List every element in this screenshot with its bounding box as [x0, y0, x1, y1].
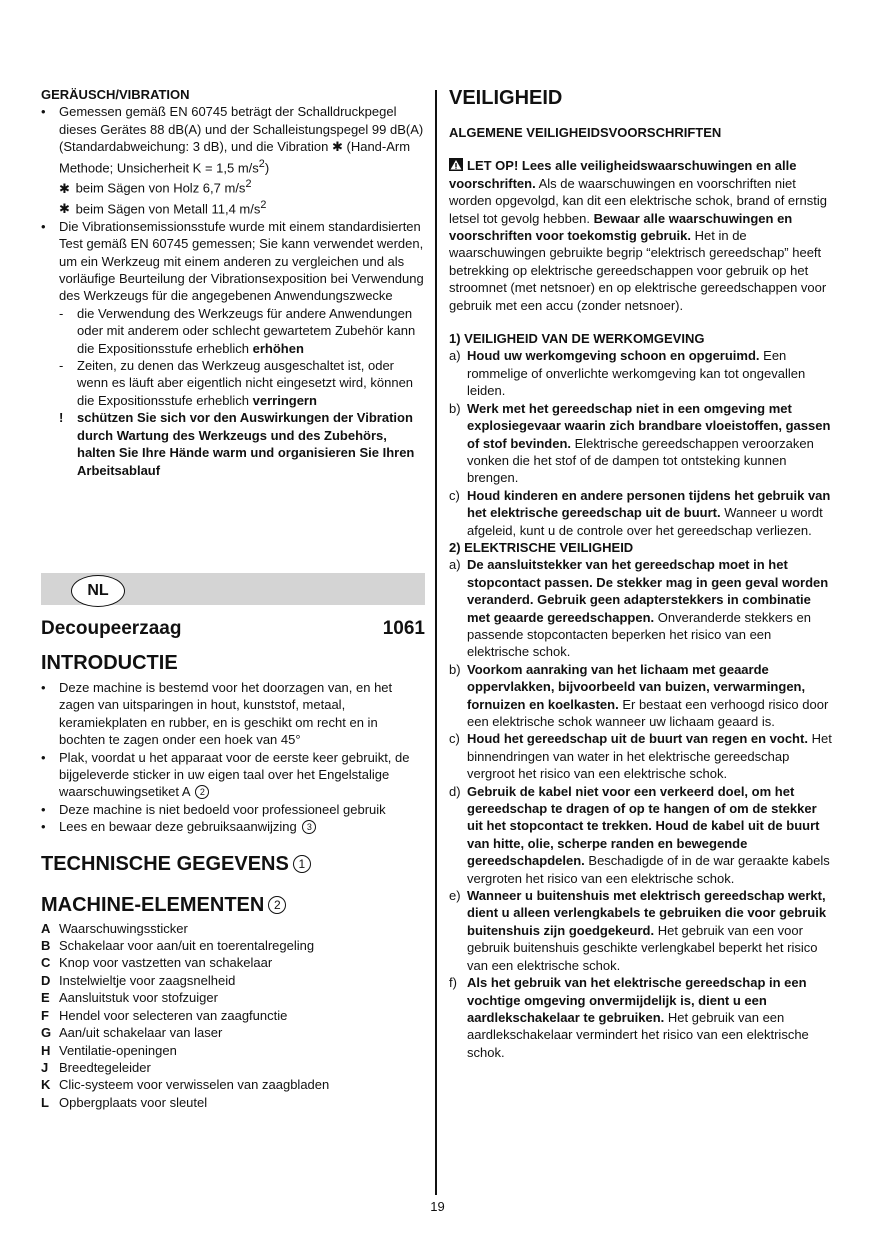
warning-paragraph: LET OP! Lees alle veiligheidswaarschuwingen en alle voorschriften. Als de waarschuwingen en voorschriften niet worden opgevolgd, kan dit een elektrische schok, brand of ernstig letsel tot gevolg hebben. Bewaar alle waarschuwingen en voorschriften voor toekomstig gebruik. Het in de waarschuwingen gebruikte begrip “elektrisch gereedschap” heeft betrekking op elektrische gereedschappen voor gebruik op het stroomnet (met netsnoer) en op elektrische gereedschappen voor gebruik met een accu (zonder netsnoer). [449, 158, 827, 313]
tech-heading: TECHNISCHE GEGEVENS 1 [41, 852, 425, 876]
electrical-safety-list [449, 556, 835, 1061]
page-number: 19 [430, 1199, 445, 1214]
figure-ref: 2 [195, 785, 209, 799]
intro-heading: INTRODUCTIE [41, 652, 178, 674]
list-item: • Deze machine is bestemd voor het doorzagen van, en het zagen van uitsparingen in hout, kunststof, metaal, keramiekplaten en rubber, en is geschikt om recht en in bochten te zagen onder een hoek van 45° [41, 679, 425, 749]
noise-heading: GERÄUSCH/VIBRATION [41, 87, 190, 102]
list-item: F Hendel voor selecteren van zaagfunctie [41, 1007, 288, 1023]
general-safety-heading: ALGEMENE VEILIGHEIDSVOORSCHRIFTEN [449, 125, 722, 140]
electrical-safety-heading: 2) ELEKTRISCHE VEILIGHEID [449, 539, 634, 555]
right-column [449, 86, 835, 1061]
language-badge: NL [71, 575, 125, 607]
list-item: c) Houd het gereedschap uit de buurt van regen en vocht. Het binnendringen van water in het elektrische gereedschap vergroot het risico van een elektrische schok. [449, 731, 832, 782]
list-item: a) Houd uw werkomgeving schoon en opgeruimd. Een rommelige of onverlichte werkomgeving kan tot ongevallen leiden. [449, 348, 806, 399]
noise-list [41, 103, 425, 304]
list-item: • Lees en bewaar deze gebruiksaanwijzing 3 [41, 818, 425, 835]
list-item: C Knop voor vastzetten van schakelaar [41, 955, 273, 971]
safety-heading: VEILIGHEID [449, 87, 563, 109]
list-item: G Aan/uit schakelaar van laser [41, 1025, 223, 1041]
list-item: - Zeiten, zu denen das Werkzeug ausgeschaltet ist, oder wenn es läuft aber eigentlich nicht eingesetzt wird, können die Expositionsstufe erheblich verringern [59, 358, 414, 408]
parts-heading: MACHINE-ELEMENTEN 2 [41, 893, 425, 917]
list-item: - die Verwendung des Werkzeugs für andere Anwendungen oder mit anderem oder schlecht gewartetem Zubehör kann die Expositionsstufe erheblich erhöhen [59, 305, 416, 356]
parts-list [41, 920, 425, 1111]
list-item: b) Voorkom aanraking van het lichaam met geaarde oppervlakken, bijvoorbeeld van buizen, verwarmingen, fornuizen en koelkasten. Er bestaat een verhoogd risico door een elektrische schok wanneer uw lichaam geaard is. [449, 661, 829, 729]
list-item: e) Wanneer u buitenshuis met elektrisch gereedschap werkt, dient u alleen verlengkabels te gebruiken die voor gebruik buitenshuis zijn goedgekeurd. Het gebruik van een voor gebruik buitenshuis geschikte verlengkabel beperkt het risico van een elektrische schok. [449, 888, 827, 973]
list-item: H Ventilatie-openingen [41, 1042, 177, 1058]
star-icon: ✱ [59, 180, 70, 196]
figure-ref: 2 [268, 896, 286, 914]
workplace-safety-heading: 1) VEILIGHEID VAN DE WERKOMGEVING [449, 331, 705, 347]
model-number: 1061 [382, 618, 425, 639]
figure-ref: 3 [302, 820, 316, 834]
list-item: • Gemessen gemäß EN 60745 beträgt der Schalldruckpegel dieses Gerätes 88 dB(A) und der Schalleistungspegel 99 dB(A) (Standardabweichung: 3 dB), und die Vibration ✱ (Hand-Arm Methode; Unsicherheit K = 1,5 $m/s^2$) ✱ beim Sägen von Holz 6,7 $m/s^2$ ✱ beim Sägen von Metall 11,4 $m/s^2$ [41, 103, 425, 217]
list-item: • Die Vibrationsemissionsstufe wurde mit einem standardisierten Test gemäß EN 60745 gemessen; Sie kann verwendet werden, um ein Werkzeug mit einem anderen zu vergleichen und als vorläufige Beurteilung der Vibrationsexposition bei Verwendung des Werkzeugs für die angegebenen Anwendungszwecke [41, 218, 425, 305]
list-item: f) Als het gebruik van het elektrische gereedschap in een vochtige omgeving onvermijdelijk is, dient u een aardlekschakelaar te gebruiken. Het gebruik van een aardlekschakelaar vermindert het risico van een elektrische schok. [449, 975, 809, 1060]
left-lower [41, 651, 425, 1111]
intro-list [41, 679, 425, 836]
left-column [41, 86, 425, 479]
list-item: • Plak, voordat u het apparaat voor de eerste keer gebruikt, de bijgeleverde sticker in uw eigen taal over het Engelstalige waarschuwingsetiket A 2 [41, 749, 425, 801]
language-bar [41, 573, 425, 605]
list-item: L Opbergplaats voor sleutel [41, 1094, 208, 1110]
list-item: J Breedtegeleider [41, 1059, 151, 1075]
figure-ref: 1 [293, 855, 311, 873]
list-item: d) Gebruik de kabel niet voor een verkeerd doel, om het gereedschap te dragen of op te hangen of om de stekker uit het stopcontact te trekken. Houd de kabel uit de buurt van hitte, olie, scherpe randen en bewegende gereedschapdelen. Beschadigde of in de war geraakte kabels vergroten het risico van een elektrische schok. [449, 783, 830, 886]
workplace-safety-list [449, 347, 835, 538]
list-item: a) De aansluitstekker van het gereedschap moet in het stopcontact passen. De stekker mag in geen geval worden veranderd. Gebruik geen adapterstekkers in combinatie met geaarde gereedschappen. Onveranderde stekkers en passende stopcontacten beperken het risico van een elektrische schok. [449, 557, 829, 660]
list-item: K Clic-systeem voor verwisselen van zaagbladen [41, 1077, 330, 1093]
product-title-row [41, 620, 425, 637]
list-item: • Deze machine is niet bedoeld voor professioneel gebruik [41, 801, 425, 818]
list-item: ! schützen Sie sich vor den Auswirkungen der Vibration durch Wartung des Werkzeugs und des Zubehörs, halten Sie Ihre Hände warm und organisieren Sie Ihren Arbeitsablauf [59, 410, 415, 478]
product-name: Decoupeerzaag [41, 618, 182, 639]
list-item: D Instelwieltje voor zaagsnelheid [41, 972, 236, 988]
star-icon: ✱ [59, 201, 70, 217]
warning-icon [449, 158, 463, 171]
list-item: B Schakelaar voor aan/uit en toerentalregeling [41, 938, 315, 954]
list-item: E Aansluitstuk voor stofzuiger [41, 990, 218, 1006]
list-item: A Waarschuwingssticker [41, 920, 188, 936]
list-item: c) Houd kinderen en andere personen tijdens het gebruik van het elektrische gereedschap uit de buurt. Wanneer u wordt afgeleid, kunt u de controle over het gereedschap verliezen. [449, 487, 831, 538]
star-icon: ✱ [331, 139, 343, 155]
list-item: b) Werk met het gereedschap niet in een omgeving met explosiegevaar waarin zich brandbare vloeistoffen, gassen of stof bevinden. Elektrische gereedschappen veroorzaken vonken die het stof of de dampen tot ontsteking kunnen brengen. [449, 400, 831, 486]
column-divider [435, 90, 437, 1195]
